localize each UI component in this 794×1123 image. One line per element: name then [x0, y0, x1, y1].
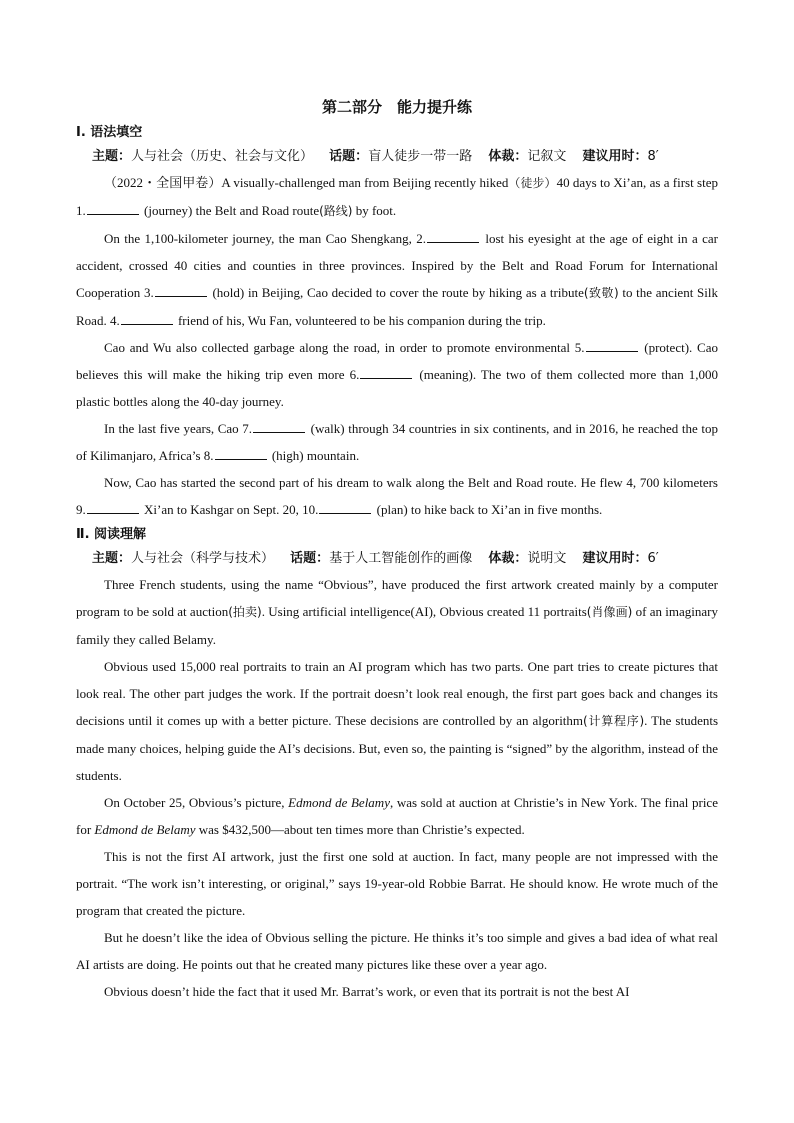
gloss: (肖像画) — [586, 605, 633, 619]
passage-paragraph — [76, 469, 718, 523]
answer-blank-9[interactable] — [87, 501, 139, 514]
text-run: to the ancient Silk Road. 4. — [76, 285, 718, 328]
text-run: Now, Cao has started the second part of his dream to walk along the Belt and Road route. He flew 4, 700 kilometers 9. — [76, 475, 718, 517]
genre-label: 体裁： — [488, 551, 528, 566]
text-run: On the 1,100-kilometer journey, the man Cao Shengkang, 2. — [104, 231, 427, 246]
gloss: (路线) — [319, 204, 353, 218]
page-title: 第二部分 能力提升练 — [321, 98, 472, 116]
section-meta-grammar — [76, 145, 718, 169]
time-value: 8′ — [647, 149, 659, 164]
text-run: Xi’an to Kashgar on Sept. 20, 10. — [140, 502, 319, 517]
section-meta-reading — [76, 547, 718, 571]
text-run: friend of his, Wu Fan, volunteered to be his companion during the trip. — [174, 313, 546, 328]
answer-blank-3[interactable] — [155, 284, 207, 297]
artwork-title: Edmond de Belamy — [94, 822, 196, 837]
topic-value: 盲人徒步一带一路 — [368, 149, 473, 164]
gloss: (计算程序) — [583, 714, 645, 728]
theme-value: 人与社会（科学与技术） — [131, 551, 275, 566]
passage-paragraph — [76, 415, 718, 469]
text-run: (walk) through 34 countries in six continents, and in 2016, he reached the top of Kilimanjaro, Africa’s 8. — [76, 421, 719, 463]
text-run: (high) mountain. — [268, 448, 360, 463]
passage-paragraph — [76, 334, 718, 415]
gloss: (拍卖) — [228, 605, 262, 619]
text-run: . Using artificial intelligence(AI), Obvious created 11 portraits — [261, 604, 587, 619]
theme-label: 主题： — [92, 551, 132, 566]
answer-blank-8[interactable] — [215, 447, 267, 460]
artwork-title: Edmond de Belamy — [288, 795, 390, 810]
passage-paragraph — [76, 169, 718, 225]
genre-value: 说明文 — [527, 551, 567, 566]
gloss: (致敬) — [583, 286, 619, 300]
answer-blank-10[interactable] — [319, 501, 371, 514]
topic-label: 话题： — [329, 149, 369, 164]
genre-label: 体裁： — [488, 149, 528, 164]
theme-value: 人与社会（历史、社会与文化） — [131, 149, 314, 164]
text-run: (meaning). The two of them collected more than 1,000 plastic bottles along the 40-day journey. — [76, 367, 718, 409]
topic-value: 基于人工智能创作的画像 — [329, 551, 473, 566]
answer-blank-5[interactable] — [586, 339, 638, 352]
worksheet-page — [76, 96, 718, 1005]
time-label: 建议用时： — [582, 551, 648, 566]
text-run: (protect). Cao believes this will make the hiking trip even more 6. — [76, 340, 718, 382]
passage-paragraph: But he doesn’t like the idea of Obvious selling the picture. He thinks it’s too simple and gives a bad idea of what real AI artists are doing. He points out that he created many pictures like these over a year ago. — [76, 930, 718, 972]
topic-label: 话题： — [290, 551, 330, 566]
passage-paragraph: Obvious doesn’t hide the fact that it used Mr. Barrat’s work, or even that its portrait is not the best AI — [104, 984, 630, 999]
answer-blank-7[interactable] — [253, 420, 305, 433]
text-run: (hold) in Beijing, Cao decided to cover the route by hiking as a tribute — [208, 285, 584, 300]
text-run: of an imaginary family they called Belamy. — [76, 604, 718, 647]
section-heading-grammar: Ⅰ. 语法填空 — [76, 125, 143, 140]
text-run: lost his eyesight at the age of eight in a car accident, crossed 40 cities and counties in three provinces. Inspired by the Belt and Road Forum for International Cooperation 3. — [76, 231, 718, 300]
time-label: 建议用时： — [582, 149, 648, 164]
answer-blank-6[interactable] — [360, 366, 412, 379]
passage-paragraph — [76, 653, 718, 789]
text-run: Cao and Wu also collected garbage along the road, in order to promote environmental 5. — [104, 340, 585, 355]
answer-blank-4[interactable] — [121, 312, 173, 325]
section-heading-reading: Ⅱ. 阅读理解 — [76, 527, 147, 542]
text-run: Obvious used 15,000 real portraits to train an AI program which has two parts. One part tries to create pictures that look real. The other part judges the work. If the portrait doesn’t look real enough, the first part goes back and changes its decisions until it comes up with a better picture. These decisions are controlled by an algorithm — [76, 659, 718, 728]
text-run: (journey) the Belt and Road route — [140, 203, 320, 218]
time-value: 6′ — [647, 551, 659, 566]
text-run: (plan) to hike back to Xi’an in five months. — [373, 502, 603, 517]
text-run: In the last five years, Cao 7. — [104, 421, 253, 436]
passage-paragraph — [76, 225, 718, 334]
text-run: , was sold at auction at Christie’s in New York. The final price for — [76, 795, 718, 837]
text-run: Three French students, using the name “Obvious”, have produced the first artwork created mainly by a computer program to be sold at auction — [76, 577, 718, 619]
text-run: was $432,500—about ten times more than Christie’s expected. — [195, 822, 525, 837]
text-run: . The students made many choices, helping guide the AI’s decisions. But, even so, the painting is “signed” by the algorithm, instead of the students. — [76, 713, 719, 783]
gloss: （徒步） — [508, 176, 557, 190]
passage-paragraph — [76, 789, 718, 843]
passage-paragraph: This is not the first AI artwork, just the first one sold at auction. In fact, many people are not impressed with the portrait. “The work isn’t interesting, or original,” says 19-year-old Robbie Barrat. He should know. He wrote much of the program that created the picture. — [76, 849, 718, 918]
passage-paragraph — [76, 571, 718, 653]
text-run: On October 25, Obvious’s picture, — [104, 795, 289, 810]
answer-blank-2[interactable] — [427, 230, 479, 243]
text-run: by foot. — [352, 203, 397, 218]
genre-value: 记叙文 — [527, 149, 567, 164]
text-run: 40 days to Xi’an, as a first step 1. — [76, 175, 718, 218]
theme-label: 主题： — [92, 149, 132, 164]
answer-blank-1[interactable] — [87, 202, 139, 215]
text-run: （2022・全国甲卷）A visually-challenged man from Beijing recently hiked — [104, 175, 509, 190]
